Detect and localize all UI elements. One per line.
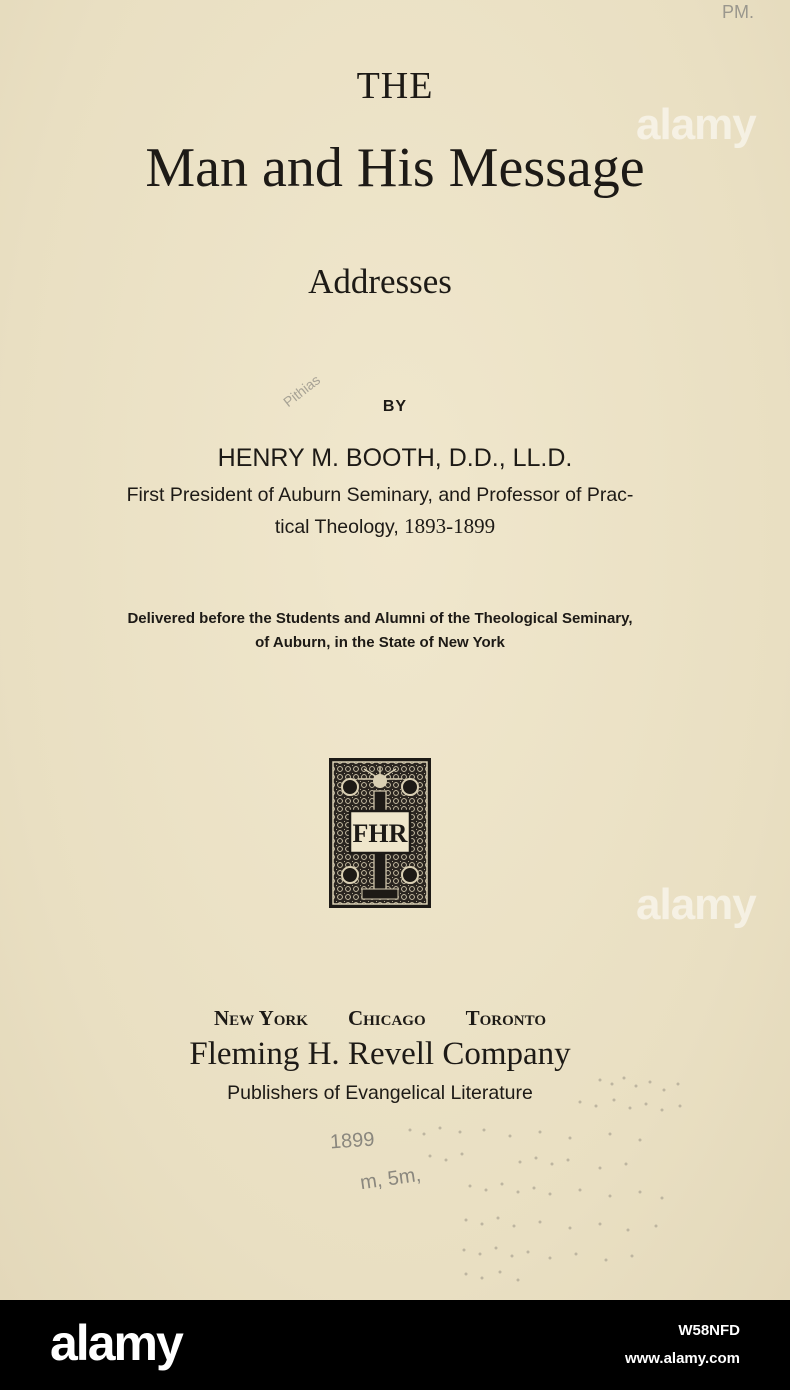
credential-text: tical Theology, — [274, 516, 405, 538]
book-subtitle: Addresses — [308, 262, 452, 301]
author-credential-line-1: First President of Auburn Seminary, and Professor of Prac- — [126, 484, 634, 506]
credential-years: 1893-1899 — [404, 514, 496, 538]
author-credential-line-2 — [0, 514, 780, 539]
stock-footer-bar — [0, 1300, 790, 1390]
book-title: Man and His Message — [145, 137, 645, 199]
pencil-year: 1899 — [329, 1128, 376, 1154]
delivered-line-1: Delivered before the Students and Alumni of the Theological Seminary, — [127, 610, 633, 627]
city-new-york: New York — [213, 1006, 308, 1030]
publisher-tagline: Publishers of Evangelical Literature — [227, 1082, 533, 1104]
watermark-top: alamy — [636, 100, 756, 149]
city-toronto: Toronto — [465, 1006, 547, 1030]
image-id: W58NFD — [678, 1322, 740, 1339]
corner-pencil-mark: PM. — [721, 2, 754, 22]
pencil-call-number: m, 5m, — [358, 1163, 423, 1195]
author-name: HENRY M. BOOTH, D.D., LL.D. — [217, 444, 573, 472]
publisher-emblem-icon — [328, 757, 432, 909]
publisher-cities — [0, 1006, 775, 1031]
watermark-right: alamy — [636, 880, 756, 929]
alamy-logo: alamy — [50, 1315, 182, 1371]
perforation-stamp-icon — [400, 1060, 700, 1290]
title-article: THE — [356, 65, 434, 107]
footer-url: www.alamy.com — [624, 1350, 740, 1367]
city-chicago: Chicago — [347, 1006, 426, 1030]
by-label: BY — [382, 398, 408, 415]
emblem-monogram: FHR — [352, 819, 408, 848]
pencil-signature: Pithias — [280, 371, 324, 410]
publisher-name: Fleming H. Revell Company — [189, 1036, 571, 1072]
delivered-line-2: of Auburn, in the State of New York — [255, 634, 505, 651]
